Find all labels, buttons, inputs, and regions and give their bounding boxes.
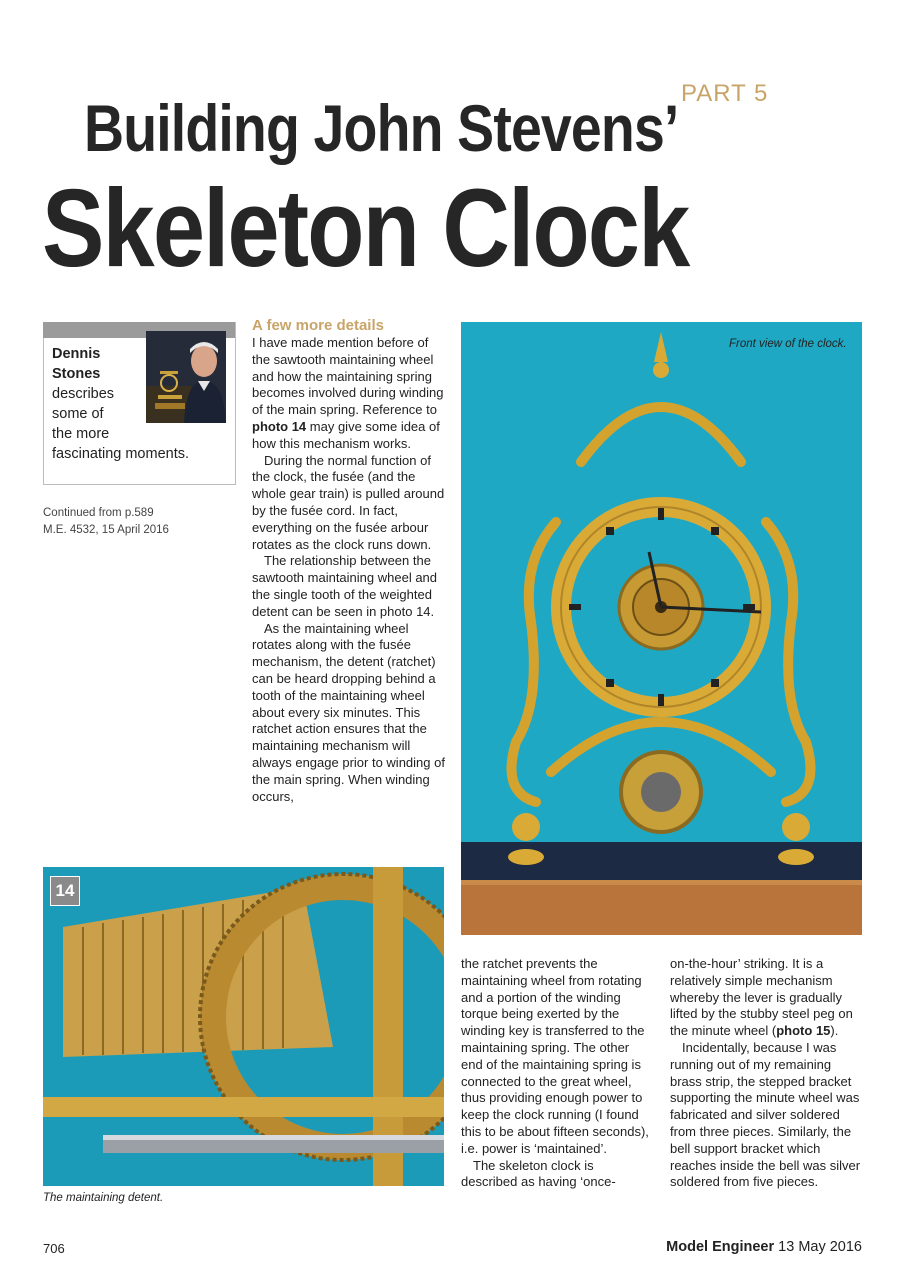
article-column-1	[252, 317, 447, 805]
author-first-name: Dennis	[52, 346, 101, 362]
col1-paragraph-3: The relationship between the sawtooth maintaining wheel and the single tooth of the weighted detent can be seen in photo 14.	[252, 553, 438, 619]
magazine-name: Model Engineer	[666, 1239, 775, 1255]
author-last-name: Stones	[52, 366, 101, 382]
section-heading: A few more details	[252, 317, 384, 334]
issue-date: 13 May 2016	[778, 1239, 862, 1255]
col1-p1-text-a: I have made mention before of the sawtooth maintaining wheel and how the maintaining spring becomes involved during winding of the main spring. Reference to	[252, 335, 444, 418]
title-line-2: Skeleton Clock	[42, 167, 689, 290]
photo-ref-15: photo 15	[776, 1023, 831, 1039]
front-view-caption: Front view of the clock.	[729, 338, 847, 350]
maintaining-detent-photo	[43, 867, 444, 1186]
author-portrait	[146, 331, 226, 423]
detent-caption: The maintaining detent.	[43, 1192, 164, 1204]
photo-number-14: 14	[50, 876, 80, 906]
col3-paragraph-1	[670, 956, 865, 1040]
col2-paragraph-2: The skeleton clock is described as having ‘once-	[461, 1157, 616, 1190]
photo-ref-14: photo 14	[252, 418, 307, 434]
continued-note	[43, 505, 169, 539]
col3-p1-text-a: on-the-hour’ striking. It is a relatively simple mechanism whereby the lever is gradually lifted by the stubby steel peg on the minute wheel (	[670, 956, 853, 1039]
continued-line-2: M.E. 4532, 15 April 2016	[43, 524, 169, 536]
author-desc-1: describes	[52, 386, 115, 402]
col1-paragraph-1	[252, 335, 447, 453]
col1-paragraph-4: As the maintaining wheel rotates along with the fusée mechanism, the detent (ratchet) can be heard dropping behind a tooth of the maintaining wheel about every six minutes. This ratchet action ensures that the maintaining mechanism will always engage prior to winding of the main spring. When winding occurs,	[252, 620, 445, 804]
title-line-1: Building John Stevens’	[84, 91, 679, 165]
footer-publication	[666, 1239, 862, 1255]
col3-p1-text-b: ).	[830, 1023, 839, 1039]
col1-paragraph-2: During the normal function of the clock, the fusée (and the whole gear train) is pulled around by the fusée cord. In fact, everything on the fusée arbour rotates as the clock runs down.	[252, 452, 445, 552]
article-column-3	[670, 956, 865, 1191]
part-label: PART 5	[681, 80, 769, 107]
continued-line-1: Continued from p.589	[43, 507, 154, 519]
col3-paragraph-2: Incidentally, because I was running out of my remaining brass strip, the stepped bracket supporting the minute wheel was fabricated and silver soldered from three pieces. Similarly, the bell support bracket which reaches inside the bell was silver soldered from five pieces.	[670, 1039, 861, 1190]
col2-paragraph-1: the ratchet prevents the maintaining wheel from rotating and a portion of the winding torque being exerted by the winding key is transferred to the maintaining spring. The other end of the maintaining spring is connected to the great wheel, thus providing enough power to keep the clock running (I found this to be about fifteen seconds), i.e. power is ‘maintained’.	[461, 956, 649, 1156]
author-desc-4: fascinating moments.	[52, 446, 190, 462]
author-desc-2: some of	[52, 406, 104, 422]
author-desc-3: the more	[52, 426, 110, 442]
col1-p1-text-b: may give some idea of how this mechanism works.	[252, 418, 440, 451]
page-number: 706	[43, 1241, 65, 1256]
article-column-2	[461, 956, 651, 1191]
front-view-photo	[461, 322, 862, 935]
